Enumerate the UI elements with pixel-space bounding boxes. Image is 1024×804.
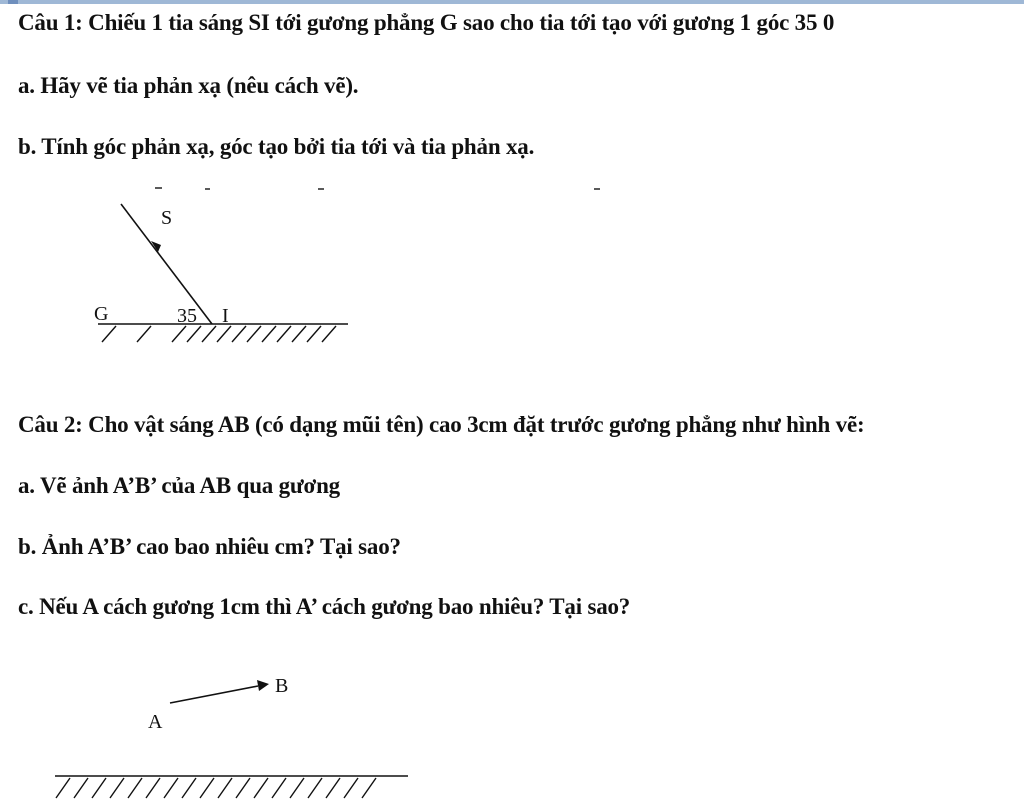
figure-1-reflection	[94, 204, 348, 342]
object-ab-arrowhead	[257, 680, 269, 691]
object-ab-arrow	[170, 686, 258, 703]
label-angle: 35	[177, 305, 197, 327]
mirror-2-hatching	[56, 778, 376, 798]
question-2-part-c: c. Nếu A cách gương 1cm thì A’ cách gương bao nhiêu? Tại sao?	[18, 594, 631, 619]
label-a: A	[148, 711, 163, 733]
mirror-g-hatching	[102, 326, 336, 342]
stray-marks	[155, 188, 600, 189]
question-2-title: Câu 2: Cho vật sáng AB (có dạng mũi tên) cao 3cm đặt trước gương phẳng như hình vẽ:	[18, 412, 865, 437]
label-g: G	[94, 303, 109, 325]
question-1-part-a: a. Hãy vẽ tia phản xạ (nêu cách vẽ).	[18, 73, 359, 98]
question-1-part-b: b. Tính góc phản xạ, góc tạo bởi tia tới và tia phản xạ.	[18, 134, 535, 159]
question-2-part-a: a. Vẽ ảnh A’B’ của AB qua gương	[18, 473, 340, 498]
figure-2-object-ab	[55, 675, 408, 798]
question-2-part-b: b. Ảnh A’B’ cao bao nhiêu cm? Tại sao?	[18, 534, 401, 559]
label-s: S	[161, 207, 173, 229]
label-i: I	[222, 305, 229, 327]
question-1-title: Câu 1: Chiếu 1 tia sáng SI tới gương phẳng G sao cho tia tới tạo với gương 1 góc 35 0	[18, 10, 835, 35]
label-b: B	[275, 675, 289, 697]
